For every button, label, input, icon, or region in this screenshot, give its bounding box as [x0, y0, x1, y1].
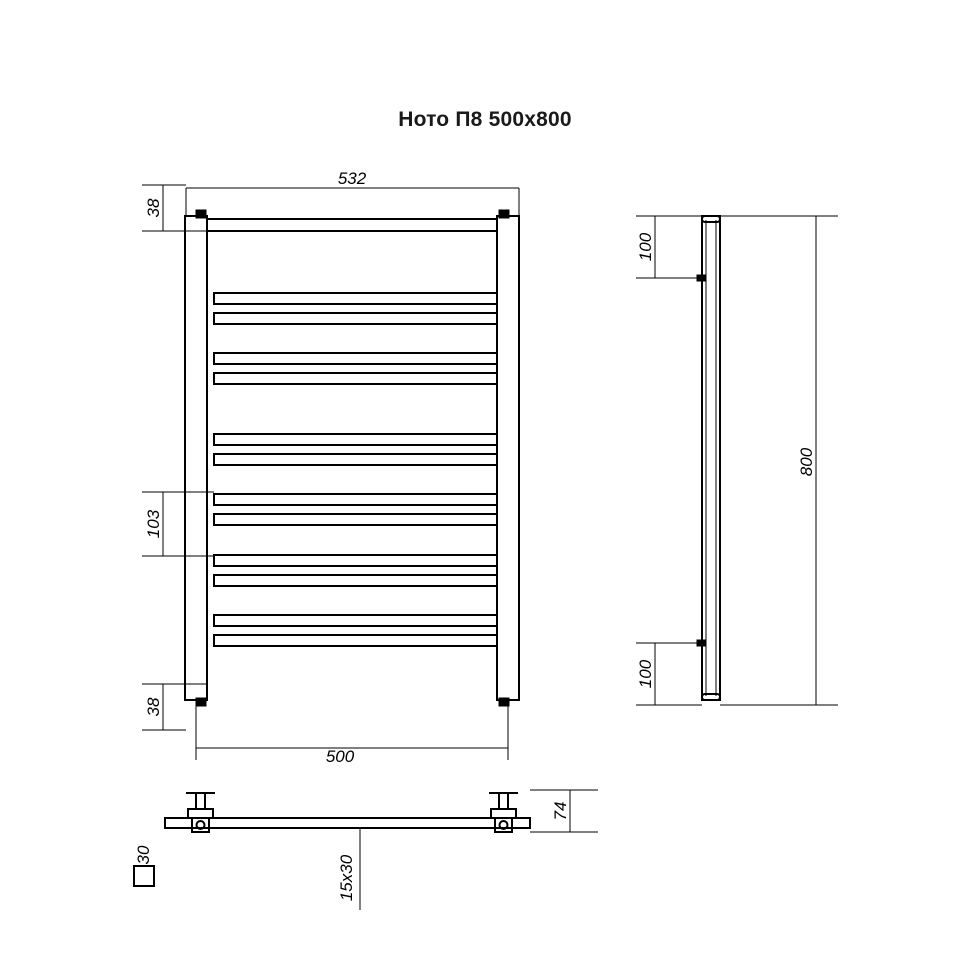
dim-profile-15x30 [337, 854, 356, 901]
top-mount-left-plate [188, 809, 213, 818]
top-view [134, 793, 530, 910]
dim-label-74: 74 [551, 801, 570, 821]
top-mount-right-stem [499, 793, 508, 809]
side-cap-bottom [702, 694, 720, 700]
dim-label-103: 103 [144, 509, 163, 539]
dim-label-15x30: 15x30 [337, 854, 356, 902]
front-rung-4 [214, 353, 497, 364]
dim-width-500 [196, 700, 508, 766]
top-bar [165, 818, 530, 828]
dim-label-532: 532 [337, 169, 367, 188]
front-rung-6 [214, 434, 497, 445]
front-rung-3 [214, 313, 497, 324]
front-rung-10 [214, 555, 497, 566]
top-mount-left-stem [196, 793, 205, 809]
front-rung-8 [214, 494, 497, 505]
front-rung-5 [214, 373, 497, 384]
dim-label-100-top: 100 [636, 232, 655, 262]
top-mount-right-plate [491, 809, 516, 818]
front-rung-7 [214, 454, 497, 465]
front-bracket-top-left [196, 210, 206, 218]
front-bracket-top-right [499, 210, 509, 218]
dim-side-bottom-100 [636, 643, 702, 705]
front-rung-9 [214, 514, 497, 525]
front-bracket-bottom-left [196, 698, 206, 706]
side-bracket-bottom [697, 640, 705, 646]
front-rung-13 [214, 635, 497, 646]
dim-side-top-100 [636, 216, 702, 278]
front-left-post [185, 216, 207, 700]
dim-label-30: 30 [134, 845, 153, 865]
front-rung-2 [214, 293, 497, 304]
side-view [697, 216, 720, 700]
dim-label-38-bottom: 38 [144, 697, 163, 717]
front-rung-11 [214, 575, 497, 586]
dim-label-800: 800 [797, 447, 816, 477]
dim-bottom-offset-38 [142, 684, 207, 730]
dim-label-38-top: 38 [144, 198, 163, 218]
profile-square-symbol [134, 866, 154, 886]
side-body [702, 216, 720, 700]
dim-rung-pitch-103 [142, 492, 214, 556]
side-bracket-top [697, 275, 705, 281]
dim-label-500: 500 [325, 747, 355, 766]
top-mount-left [186, 793, 215, 832]
dim-height-800 [720, 216, 838, 705]
dim-label-100-bottom: 100 [636, 659, 655, 689]
front-view [185, 210, 519, 706]
top-mount-right [489, 793, 518, 832]
front-rung-1 [207, 219, 497, 231]
side-cap-top [702, 216, 720, 222]
front-right-post [497, 216, 519, 700]
dim-profile-30 [134, 845, 153, 864]
dim-depth-74 [530, 790, 598, 832]
dim-top-offset-38 [142, 185, 207, 231]
page-title: Ното П8 500x800 [398, 108, 572, 131]
front-rung-12 [214, 615, 497, 626]
dim-width-532 [186, 169, 519, 216]
